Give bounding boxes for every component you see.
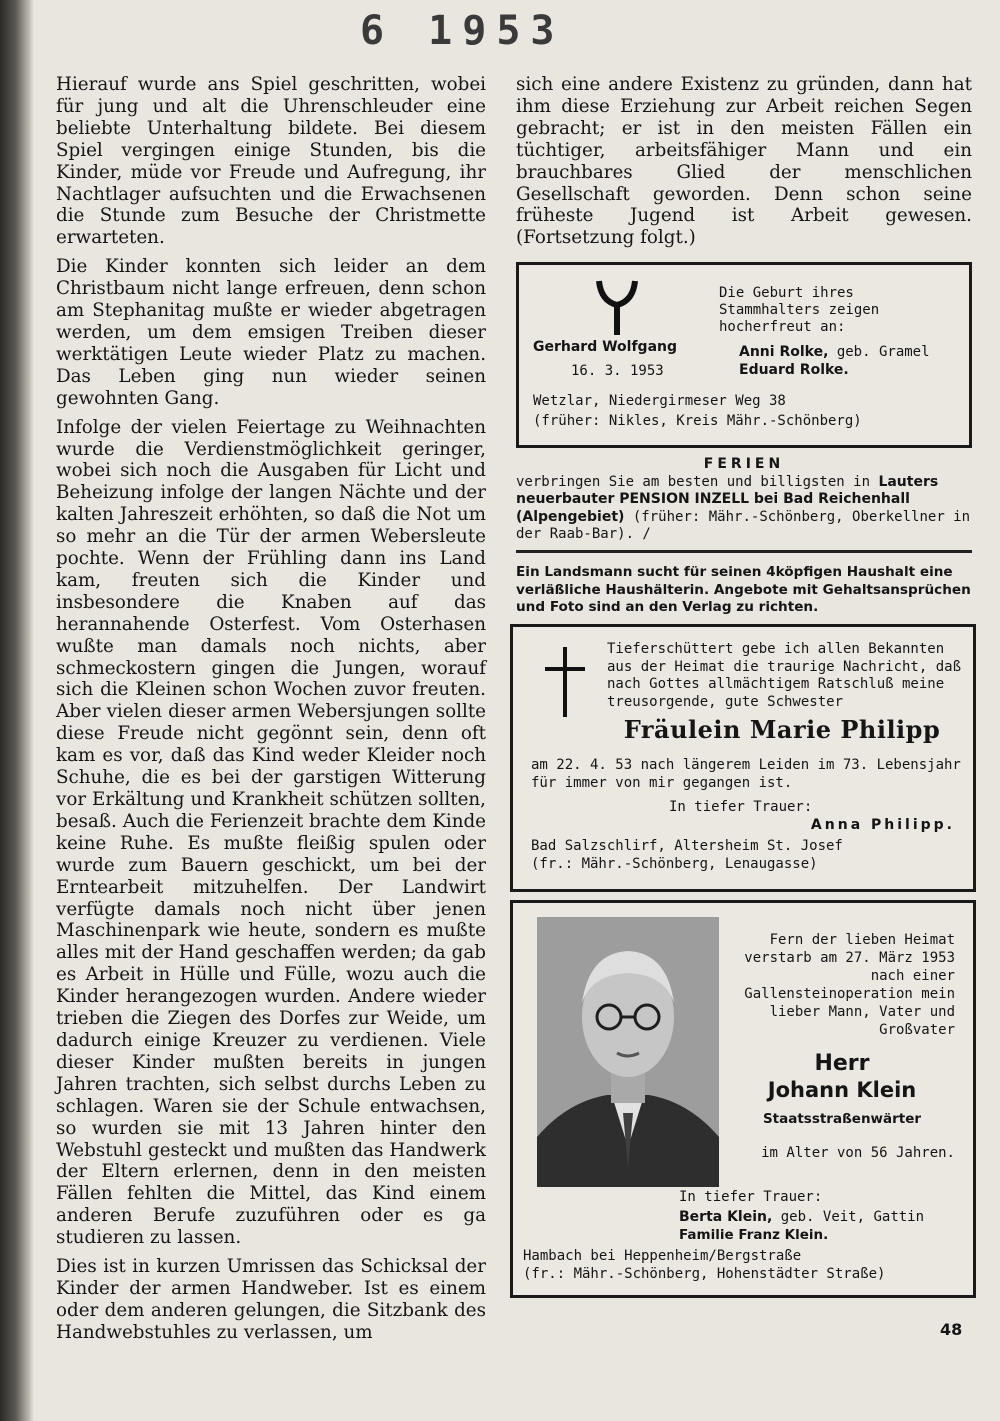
birth-announcement	[516, 262, 972, 448]
address-line: (fr.: Mähr.-Schönberg, Lenaugasse)	[531, 856, 818, 872]
article-paragraph: Die Kinder konnten sich leider an dem Christbaum nicht lange erfreuen, denn schon am Stephanitag mußte er wieder abgetragen werden, um dem emsigen Treiben dieser werktätigen Leute wieder Platz zu machen. Das Leben ging nun wieder seinen gewohnten Gang.	[56, 256, 486, 409]
deceased-honorific: Herr	[814, 1051, 870, 1076]
obituary-intro: Tieferschüttert gebe ich allen Bekannten aus der Heimat die traurige Nachricht, daß nach Gottes allmächtigem Ratschluß meine treusorgende, gute Schwester	[607, 641, 962, 710]
obituary-signature: Anna Philipp.	[810, 817, 955, 833]
obituary-johann-klein	[510, 900, 976, 1298]
article-left-column	[56, 74, 486, 1351]
obituary-address	[523, 1247, 885, 1283]
address-line: (früher: Nikles, Kreis Mähr.-Schönberg)	[533, 413, 862, 429]
article-paragraph: Dies ist in kurzen Umrissen das Schicksal der Kinder der armen Handweber. Ist es einem oder dem anderen gelungen, die Sitzbank des Handwebstuhles zu verlassen, um	[56, 1256, 486, 1343]
child-birth-date: 16. 3. 1953	[571, 363, 664, 379]
parent-mother: Anni Rolke,	[739, 344, 829, 360]
obituary-date-text: am 22. 4. 53 nach längerem Leiden im 73. Lebensjahr für immer von mir gegangen ist.	[531, 757, 961, 791]
holiday-ad-text: verbringen Sie am besten und billigsten in	[516, 473, 879, 490]
parent-mother-maiden: geb. Gramel	[828, 344, 930, 360]
birth-address	[533, 391, 862, 431]
signer-widow	[679, 1209, 924, 1225]
article-paragraph: Hierauf wurde ans Spiel geschritten, wobei für jung und alt die Uhrenschleuder eine beliebte Unterhaltung bildete. Bei diesem Spiel vergingen einige Stunden, bis die Kinder, müde vor Freude und Aufregung, ihr Nachtlager aufsuchten und die Erwachsenen die Stunde zum Besuche der Christmette erwarteten.	[56, 74, 486, 249]
address-line: Bad Salzschlirf, Altersheim St. Josef	[531, 838, 843, 854]
birth-announcement-text: Die Geburt ihres Stammhalters zeigen hocherfreut an:	[719, 285, 880, 335]
deceased-name: Fräulein Marie Philipp	[623, 715, 941, 744]
holiday-ad	[516, 456, 972, 544]
cross-icon	[545, 647, 585, 717]
deceased-age: im Alter von 56 Jahren.	[761, 1145, 955, 1161]
issue-stamp: 6 1953	[360, 8, 565, 54]
signer-detail: geb. Veit, Gattin	[772, 1209, 925, 1225]
life-rune-icon	[587, 277, 647, 337]
article-paragraph: sich eine andere Existenz zu gründen, dann hat ihm diese Erziehung zur Arbeit reichen Segen gebracht; er ist in den meisten Fällen ein tüchtiger, arbeitsfähiger Mann und ein brauchbares Glied der menschlichen Gesellschaft geworden. Denn schon seine früheste Jugend ist Arbeit gewesen. (Fortsetzung folgt.)	[516, 74, 972, 249]
article-paragraph: Infolge der vielen Feiertage zu Weihnachten wurde die Verdienstmöglichkeit geringer, wobei sich noch die Ausgaben für Licht und Beheizung infolge der langen Nächte und der kalten Jahreszeit erhöhten, so daß die Not um so mehr an die Tür der armen Webersleute pochte. Wenn der Frühling dann ins Land kam, freuten sich die Kinder und insbesondere die Knaben auf das herannahende Osterfest. Vom Osterhasen wußte man damals noch nichts, aber schmeckostern gingen die Jungen, worauf sich die Kleinen schon Wochen zuvor freuten. Aber vielen dieser armen Webersjungen sollte diese Freude nicht gegönnt sein, denn oft kam es vor, daß das Kind weder Kleider noch Schuhe, die es bei der garstigen Witterung vor Erkältung und Krankheit schützen sollten, besaß. Auch die Ferienzeit brachte dem Kinde keine Ruhe. Es mußte fleißig spulen oder wurde zum Bauern geschickt, um bei der Erntearbeit mitzuhelfen. Der Landwirt verfügte damals noch nicht über jenen Maschinenpark wie heute, sondern es mußte alles mit der Hand geschaffen werden; da gab es Arbeit in Hülle und Fülle, wozu auch die Kinder herangezogen wurden. Andere wieder trieben die Ziegen des Dorfes zur Weide, um dadurch einige Kreuzer zu verdienen. Viele dieser Kinder mußten bereits in jungen Jahren trachten, sich selbst durchs Leben zu schlagen. Waren sie der Schule entwachsen, so wurden sie mit 13 Jahren hinter den Webstuhl gesteckt und mußten das Handwerk der Eltern erlernen, denn in den meisten Fällen fehlten die Mittel, das Kind einem anderen Berufe zuzuführen oder es ga studieren zu lassen.	[56, 416, 486, 1249]
child-name: Gerhard Wolfgang	[533, 339, 678, 355]
signer-family: Familie Franz Klein.	[679, 1227, 829, 1243]
mourning-label: In tiefer Trauer:	[679, 1189, 823, 1205]
address-line: Wetzlar, Niedergirmeser Weg 38	[533, 393, 786, 409]
portrait-photo	[537, 917, 719, 1187]
holiday-ad-heading: FERIEN	[703, 456, 785, 472]
parents	[739, 343, 930, 379]
signer-name: Berta Klein,	[679, 1209, 773, 1225]
address-line: Hambach bei Heppenheim/Bergstraße	[523, 1248, 802, 1264]
article-continuation	[516, 74, 972, 249]
holiday-ad-text: (früher: Mähr.-Schönberg, Oberkellner in der Raab-Bar). /	[516, 508, 971, 542]
page-number: 48	[940, 1320, 963, 1339]
deceased-occupation: Staatsstraßenwärter	[762, 1111, 922, 1127]
housekeeper-wanted-ad: Ein Landsmann sucht für seinen 4köpfigen Haushalt eine verläßliche Haushälterin. Angebote mit Gehaltsansprüchen und Foto sind an den Verlag zu richten.	[516, 564, 971, 615]
deceased-name: Johann Klein	[767, 1078, 917, 1102]
divider	[516, 550, 972, 553]
parent-father: Eduard Rolke.	[739, 362, 849, 378]
holiday-ad-pension: Lauters neuerbauter PENSION INZELL bei Bad Reichenhall (Alpengebiet)	[516, 473, 939, 525]
obituary-address	[531, 837, 843, 873]
obituary-intro: Fern der lieben Heimat verstarb am 27. März 1953 nach einer Gallensteinoperation mein lieber Mann, Vater und Großvater	[744, 932, 955, 1038]
obituary-marie-philipp	[510, 624, 976, 892]
book-binding-shadow	[0, 0, 34, 1421]
mourning-label: In tiefer Trauer:	[669, 799, 813, 815]
address-line: (fr.: Mähr.-Schönberg, Hohenstädter Straße)	[523, 1266, 886, 1282]
